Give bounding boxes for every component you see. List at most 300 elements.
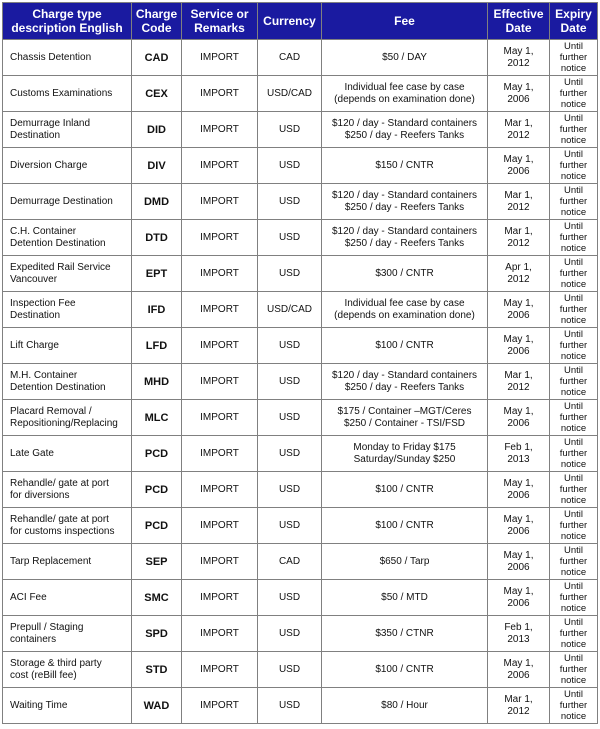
cell-effective-date-line: 2012 — [507, 129, 530, 141]
cell-expiry-date-line: Until — [563, 329, 583, 340]
table-row — [3, 112, 598, 148]
cell-effective-date — [488, 400, 550, 436]
cell-charge-code: SEP — [132, 544, 182, 580]
cell-expiry-date-line: further — [559, 268, 588, 279]
cell-description-line: Expedited Rail Service — [10, 261, 111, 273]
cell-effective-date-line: Mar 1, — [504, 117, 533, 129]
cell-expiry-date-line: Until — [563, 257, 583, 268]
cell-effective-date-line: Feb 1, — [504, 621, 533, 633]
table-row — [3, 616, 598, 652]
cell-description-line: Lift Charge — [10, 339, 59, 351]
cell-currency: USD — [258, 184, 322, 220]
header-currency-line: Currency — [263, 14, 316, 28]
cell-fee — [322, 112, 488, 148]
cell-description-line: Diversion Charge — [10, 159, 88, 171]
cell-description-line: Tarp Replacement — [10, 555, 92, 567]
cell-fee — [322, 472, 488, 508]
cell-effective-date-line: Mar 1, — [504, 693, 533, 705]
cell-charge-code: DID — [132, 112, 182, 148]
cell-expiry-date — [550, 256, 598, 292]
cell-description — [3, 364, 132, 400]
cell-charge-code: PCD — [132, 436, 182, 472]
cell-description-line: Customs Examinations — [10, 87, 113, 99]
header-expiry-date — [550, 3, 598, 40]
cell-description — [3, 544, 132, 580]
cell-expiry-date-line: Until — [563, 41, 583, 52]
cell-effective-date — [488, 688, 550, 724]
cell-fee-line: $120 / day - Standard containers — [331, 369, 478, 381]
cell-fee-line: $50 / DAY — [382, 51, 427, 63]
cell-expiry-date-line: notice — [560, 675, 587, 686]
cell-expiry-date-line: further — [559, 556, 588, 567]
cell-effective-date-line: 2006 — [507, 597, 530, 609]
cell-service: IMPORT — [182, 364, 258, 400]
cell-expiry-date-line: further — [559, 232, 588, 243]
cell-effective-date-line: Mar 1, — [504, 369, 533, 381]
cell-service: IMPORT — [182, 688, 258, 724]
cell-charge-code: MHD — [132, 364, 182, 400]
cell-service: IMPORT — [182, 148, 258, 184]
cell-effective-date-line: May 1, — [503, 657, 534, 669]
cell-expiry-date — [550, 364, 598, 400]
cell-description-line: M.H. Container — [10, 369, 78, 381]
cell-effective-date-line: Mar 1, — [504, 225, 533, 237]
cell-effective-date-line: 2012 — [507, 705, 530, 717]
cell-expiry-date-line: further — [559, 448, 588, 459]
cell-effective-date-line: 2012 — [507, 57, 530, 69]
cell-effective-date-line: May 1, — [503, 297, 534, 309]
table-row — [3, 256, 598, 292]
table-row — [3, 328, 598, 364]
charge-table — [2, 2, 598, 724]
cell-fee — [322, 652, 488, 688]
cell-expiry-date-line: Until — [563, 77, 583, 88]
table-row — [3, 40, 598, 76]
cell-effective-date-line: 2006 — [507, 525, 530, 537]
cell-service: IMPORT — [182, 40, 258, 76]
cell-description — [3, 508, 132, 544]
cell-expiry-date-line: Until — [563, 365, 583, 376]
cell-service: IMPORT — [182, 256, 258, 292]
cell-expiry-date — [550, 148, 598, 184]
table-row — [3, 148, 598, 184]
table-row — [3, 292, 598, 328]
cell-expiry-date-line: Until — [563, 653, 583, 664]
cell-effective-date-line: May 1, — [503, 405, 534, 417]
cell-effective-date-line: May 1, — [503, 153, 534, 165]
cell-expiry-date — [550, 40, 598, 76]
cell-description-line: Demurrage Inland — [10, 117, 91, 129]
table-row — [3, 508, 598, 544]
cell-description — [3, 220, 132, 256]
cell-fee-line: $250 / day - Reefers Tanks — [344, 129, 465, 141]
cell-effective-date-line: 2013 — [507, 453, 530, 465]
table-row — [3, 436, 598, 472]
cell-effective-date-line: May 1, — [503, 45, 534, 57]
cell-effective-date-line: Apr 1, — [505, 261, 532, 273]
cell-currency: USD — [258, 508, 322, 544]
cell-expiry-date-line: Until — [563, 113, 583, 124]
cell-effective-date-line: 2006 — [507, 93, 530, 105]
header-expiry-line: Expiry — [555, 7, 592, 21]
cell-effective-date — [488, 40, 550, 76]
cell-fee-line: $150 / CNTR — [375, 159, 434, 171]
cell-effective-date-line: 2006 — [507, 489, 530, 501]
cell-expiry-date-line: notice — [560, 99, 587, 110]
cell-description-line: Waiting Time — [10, 699, 68, 711]
cell-expiry-date-line: notice — [560, 531, 587, 542]
cell-description-line: Chassis Detention — [10, 51, 92, 63]
cell-description-line: Destination — [10, 309, 61, 321]
cell-effective-date — [488, 580, 550, 616]
cell-fee — [322, 220, 488, 256]
cell-expiry-date-line: Until — [563, 437, 583, 448]
cell-effective-date-line: Mar 1, — [504, 189, 533, 201]
table-row — [3, 364, 598, 400]
cell-description-line: Destination — [10, 129, 61, 141]
header-description — [3, 3, 132, 40]
cell-charge-code: SPD — [132, 616, 182, 652]
cell-description — [3, 580, 132, 616]
cell-description-line: Demurrage Destination — [10, 195, 113, 207]
header-description-line: Charge type — [32, 7, 102, 21]
cell-expiry-date-line: notice — [560, 63, 587, 74]
cell-description-line: Placard Removal / — [10, 405, 92, 417]
cell-fee-line: $100 / CNTR — [375, 519, 434, 531]
cell-effective-date — [488, 472, 550, 508]
cell-description — [3, 616, 132, 652]
cell-expiry-date-line: further — [559, 340, 588, 351]
cell-fee — [322, 328, 488, 364]
cell-service: IMPORT — [182, 292, 258, 328]
cell-currency: USD — [258, 616, 322, 652]
cell-fee-line: Saturday/Sunday $250 — [353, 453, 456, 465]
table-row — [3, 400, 598, 436]
cell-expiry-date-line: further — [559, 592, 588, 603]
cell-effective-date — [488, 508, 550, 544]
cell-fee-line: $50 / MTD — [381, 591, 428, 603]
cell-expiry-date-line: notice — [560, 315, 587, 326]
cell-fee-line: $650 / Tarp — [379, 555, 430, 567]
header-service — [182, 3, 258, 40]
cell-description — [3, 472, 132, 508]
cell-currency: USD — [258, 400, 322, 436]
cell-fee-line: $100 / CNTR — [375, 663, 434, 675]
cell-currency: USD — [258, 688, 322, 724]
cell-fee — [322, 436, 488, 472]
cell-service: IMPORT — [182, 400, 258, 436]
cell-expiry-date — [550, 328, 598, 364]
cell-expiry-date-line: Until — [563, 293, 583, 304]
cell-charge-code: CAD — [132, 40, 182, 76]
cell-effective-date — [488, 184, 550, 220]
cell-fee-line: Monday to Friday $175 — [353, 441, 456, 453]
cell-service: IMPORT — [182, 652, 258, 688]
table-row — [3, 184, 598, 220]
cell-expiry-date-line: Until — [563, 581, 583, 592]
cell-expiry-date-line: notice — [560, 567, 587, 578]
header-service-line: Service or — [190, 7, 249, 21]
cell-expiry-date-line: notice — [560, 459, 587, 470]
cell-expiry-date-line: Until — [563, 509, 583, 520]
cell-currency: USD — [258, 472, 322, 508]
cell-expiry-date — [550, 580, 598, 616]
cell-description-line: Storage & third party — [10, 657, 102, 669]
cell-expiry-date — [550, 112, 598, 148]
cell-service: IMPORT — [182, 328, 258, 364]
cell-fee — [322, 508, 488, 544]
cell-expiry-date-line: Until — [563, 689, 583, 700]
cell-service: IMPORT — [182, 184, 258, 220]
cell-fee — [322, 76, 488, 112]
cell-effective-date-line: May 1, — [503, 549, 534, 561]
cell-description-line: ACI Fee — [10, 591, 47, 603]
cell-expiry-date-line: Until — [563, 401, 583, 412]
cell-expiry-date-line: notice — [560, 711, 587, 722]
cell-expiry-date — [550, 688, 598, 724]
cell-currency: USD — [258, 220, 322, 256]
cell-service: IMPORT — [182, 472, 258, 508]
cell-description — [3, 436, 132, 472]
cell-charge-code: MLC — [132, 400, 182, 436]
header-effective-date — [488, 3, 550, 40]
cell-effective-date-line: 2012 — [507, 273, 530, 285]
cell-expiry-date-line: further — [559, 88, 588, 99]
cell-expiry-date-line: notice — [560, 351, 587, 362]
cell-charge-code: IFD — [132, 292, 182, 328]
cell-currency: USD — [258, 112, 322, 148]
cell-service: IMPORT — [182, 616, 258, 652]
table-row — [3, 688, 598, 724]
cell-description — [3, 148, 132, 184]
cell-fee — [322, 40, 488, 76]
cell-charge-code: PCD — [132, 508, 182, 544]
cell-expiry-date — [550, 616, 598, 652]
cell-expiry-date-line: further — [559, 520, 588, 531]
cell-expiry-date — [550, 220, 598, 256]
cell-effective-date — [488, 148, 550, 184]
cell-expiry-date-line: notice — [560, 279, 587, 290]
cell-expiry-date-line: further — [559, 412, 588, 423]
cell-fee — [322, 616, 488, 652]
cell-description — [3, 76, 132, 112]
cell-description-line: containers — [10, 633, 57, 645]
cell-fee — [322, 256, 488, 292]
table-row — [3, 220, 598, 256]
cell-description — [3, 400, 132, 436]
header-code — [132, 3, 182, 40]
cell-description-line: Rehandle/ gate at port — [10, 477, 109, 489]
cell-service: IMPORT — [182, 508, 258, 544]
cell-expiry-date-line: further — [559, 700, 588, 711]
cell-expiry-date-line: Until — [563, 221, 583, 232]
cell-description-line: Rehandle/ gate at port — [10, 513, 109, 525]
cell-description — [3, 688, 132, 724]
cell-expiry-date — [550, 652, 598, 688]
cell-expiry-date-line: notice — [560, 423, 587, 434]
cell-effective-date-line: Feb 1, — [504, 441, 533, 453]
cell-fee — [322, 580, 488, 616]
cell-charge-code: DTD — [132, 220, 182, 256]
cell-fee-line: (depends on examination done) — [334, 309, 475, 321]
cell-expiry-date-line: Until — [563, 617, 583, 628]
cell-expiry-date-line: Until — [563, 185, 583, 196]
cell-charge-code: PCD — [132, 472, 182, 508]
cell-service: IMPORT — [182, 436, 258, 472]
cell-description-line: Late Gate — [10, 447, 54, 459]
cell-effective-date — [488, 256, 550, 292]
cell-fee — [322, 688, 488, 724]
table-row — [3, 76, 598, 112]
cell-expiry-date-line: notice — [560, 171, 587, 182]
cell-charge-code: DIV — [132, 148, 182, 184]
cell-effective-date-line: 2012 — [507, 381, 530, 393]
cell-expiry-date-line: notice — [560, 243, 587, 254]
cell-currency: USD/CAD — [258, 292, 322, 328]
cell-description-line: cost (reBill fee) — [10, 669, 77, 681]
cell-service: IMPORT — [182, 544, 258, 580]
cell-fee-line: $250 / day - Reefers Tanks — [344, 201, 465, 213]
cell-charge-code: SMC — [132, 580, 182, 616]
cell-expiry-date — [550, 400, 598, 436]
cell-service: IMPORT — [182, 580, 258, 616]
cell-description-line: Prepull / Staging — [10, 621, 84, 633]
cell-fee-line: $120 / day - Standard containers — [331, 117, 478, 129]
cell-expiry-date-line: Until — [563, 545, 583, 556]
cell-effective-date — [488, 220, 550, 256]
cell-fee-line: $175 / Container –MGT/Ceres — [337, 405, 472, 417]
cell-effective-date-line: 2006 — [507, 561, 530, 573]
cell-expiry-date-line: further — [559, 304, 588, 315]
cell-effective-date — [488, 544, 550, 580]
cell-charge-code: LFD — [132, 328, 182, 364]
cell-fee — [322, 148, 488, 184]
cell-description — [3, 652, 132, 688]
cell-effective-date-line: May 1, — [503, 585, 534, 597]
cell-fee-line: $250 / Container - TSI/FSD — [344, 417, 465, 429]
cell-fee-line: $350 / CTNR — [375, 627, 434, 639]
cell-expiry-date — [550, 292, 598, 328]
cell-service: IMPORT — [182, 112, 258, 148]
cell-effective-date — [488, 652, 550, 688]
cell-effective-date-line: 2012 — [507, 201, 530, 213]
cell-charge-code: CEX — [132, 76, 182, 112]
cell-description-line: Vancouver — [10, 273, 58, 285]
cell-effective-date-line: May 1, — [503, 513, 534, 525]
cell-fee-line: $80 / Hour — [381, 699, 428, 711]
cell-expiry-date-line: further — [559, 124, 588, 135]
cell-currency: CAD — [258, 40, 322, 76]
cell-fee-line: $250 / day - Reefers Tanks — [344, 381, 465, 393]
cell-effective-date — [488, 76, 550, 112]
cell-currency: USD — [258, 364, 322, 400]
cell-effective-date-line: 2006 — [507, 417, 530, 429]
header-code-line: Code — [141, 21, 172, 35]
cell-expiry-date-line: further — [559, 52, 588, 63]
cell-expiry-date-line: Until — [563, 149, 583, 160]
cell-description — [3, 292, 132, 328]
cell-expiry-date-line: further — [559, 628, 588, 639]
header-service-line: Remarks — [194, 21, 245, 35]
cell-expiry-date-line: notice — [560, 207, 587, 218]
cell-fee-line: $100 / CNTR — [375, 339, 434, 351]
cell-expiry-date-line: notice — [560, 639, 587, 650]
cell-expiry-date-line: Until — [563, 473, 583, 484]
cell-expiry-date — [550, 76, 598, 112]
cell-fee — [322, 184, 488, 220]
cell-expiry-date-line: further — [559, 196, 588, 207]
cell-currency: USD — [258, 328, 322, 364]
cell-effective-date-line: 2006 — [507, 165, 530, 177]
table-row — [3, 580, 598, 616]
cell-fee-line: (depends on examination done) — [334, 93, 475, 105]
cell-description-line: C.H. Container — [10, 225, 77, 237]
cell-expiry-date — [550, 436, 598, 472]
cell-effective-date-line: 2006 — [507, 309, 530, 321]
cell-fee-line: $300 / CNTR — [375, 267, 434, 279]
cell-effective-date-line: May 1, — [503, 81, 534, 93]
header-effective-line: Date — [505, 21, 532, 35]
cell-description — [3, 40, 132, 76]
cell-description — [3, 184, 132, 220]
cell-charge-code: WAD — [132, 688, 182, 724]
cell-effective-date — [488, 364, 550, 400]
cell-expiry-date-line: further — [559, 664, 588, 675]
header-code-line: Charge — [135, 7, 178, 21]
header-currency — [258, 3, 322, 40]
cell-description — [3, 328, 132, 364]
cell-expiry-date-line: notice — [560, 495, 587, 506]
cell-fee-line: $100 / CNTR — [375, 483, 434, 495]
cell-fee-line: $250 / day - Reefers Tanks — [344, 237, 465, 249]
cell-currency: USD — [258, 148, 322, 184]
cell-effective-date-line: May 1, — [503, 333, 534, 345]
cell-description-line: Detention Destination — [10, 381, 106, 393]
cell-fee — [322, 544, 488, 580]
cell-fee-line: $120 / day - Standard containers — [331, 225, 478, 237]
cell-fee — [322, 400, 488, 436]
table-row — [3, 544, 598, 580]
cell-effective-date-line: 2013 — [507, 633, 530, 645]
cell-fee — [322, 364, 488, 400]
cell-description-line: Inspection Fee — [10, 297, 76, 309]
cell-fee-line: Individual fee case by case — [344, 297, 465, 309]
cell-description-line: for diversions — [10, 489, 70, 501]
header-fee — [322, 3, 488, 40]
cell-currency: USD — [258, 436, 322, 472]
cell-fee — [322, 292, 488, 328]
header-expiry-line: Date — [560, 21, 587, 35]
cell-expiry-date — [550, 184, 598, 220]
cell-effective-date — [488, 616, 550, 652]
table-row — [3, 652, 598, 688]
cell-currency: USD — [258, 580, 322, 616]
cell-expiry-date — [550, 508, 598, 544]
cell-expiry-date-line: notice — [560, 135, 587, 146]
cell-expiry-date-line: notice — [560, 387, 587, 398]
cell-effective-date — [488, 292, 550, 328]
cell-fee-line: $120 / day - Standard containers — [331, 189, 478, 201]
cell-currency: USD — [258, 256, 322, 292]
header-effective-line: Effective — [493, 7, 544, 21]
cell-expiry-date-line: further — [559, 160, 588, 171]
cell-effective-date-line: 2006 — [507, 345, 530, 357]
cell-description-line: for customs inspections — [10, 525, 115, 537]
table-row — [3, 472, 598, 508]
header-fee-line: Fee — [394, 14, 415, 28]
cell-effective-date — [488, 328, 550, 364]
cell-expiry-date — [550, 544, 598, 580]
